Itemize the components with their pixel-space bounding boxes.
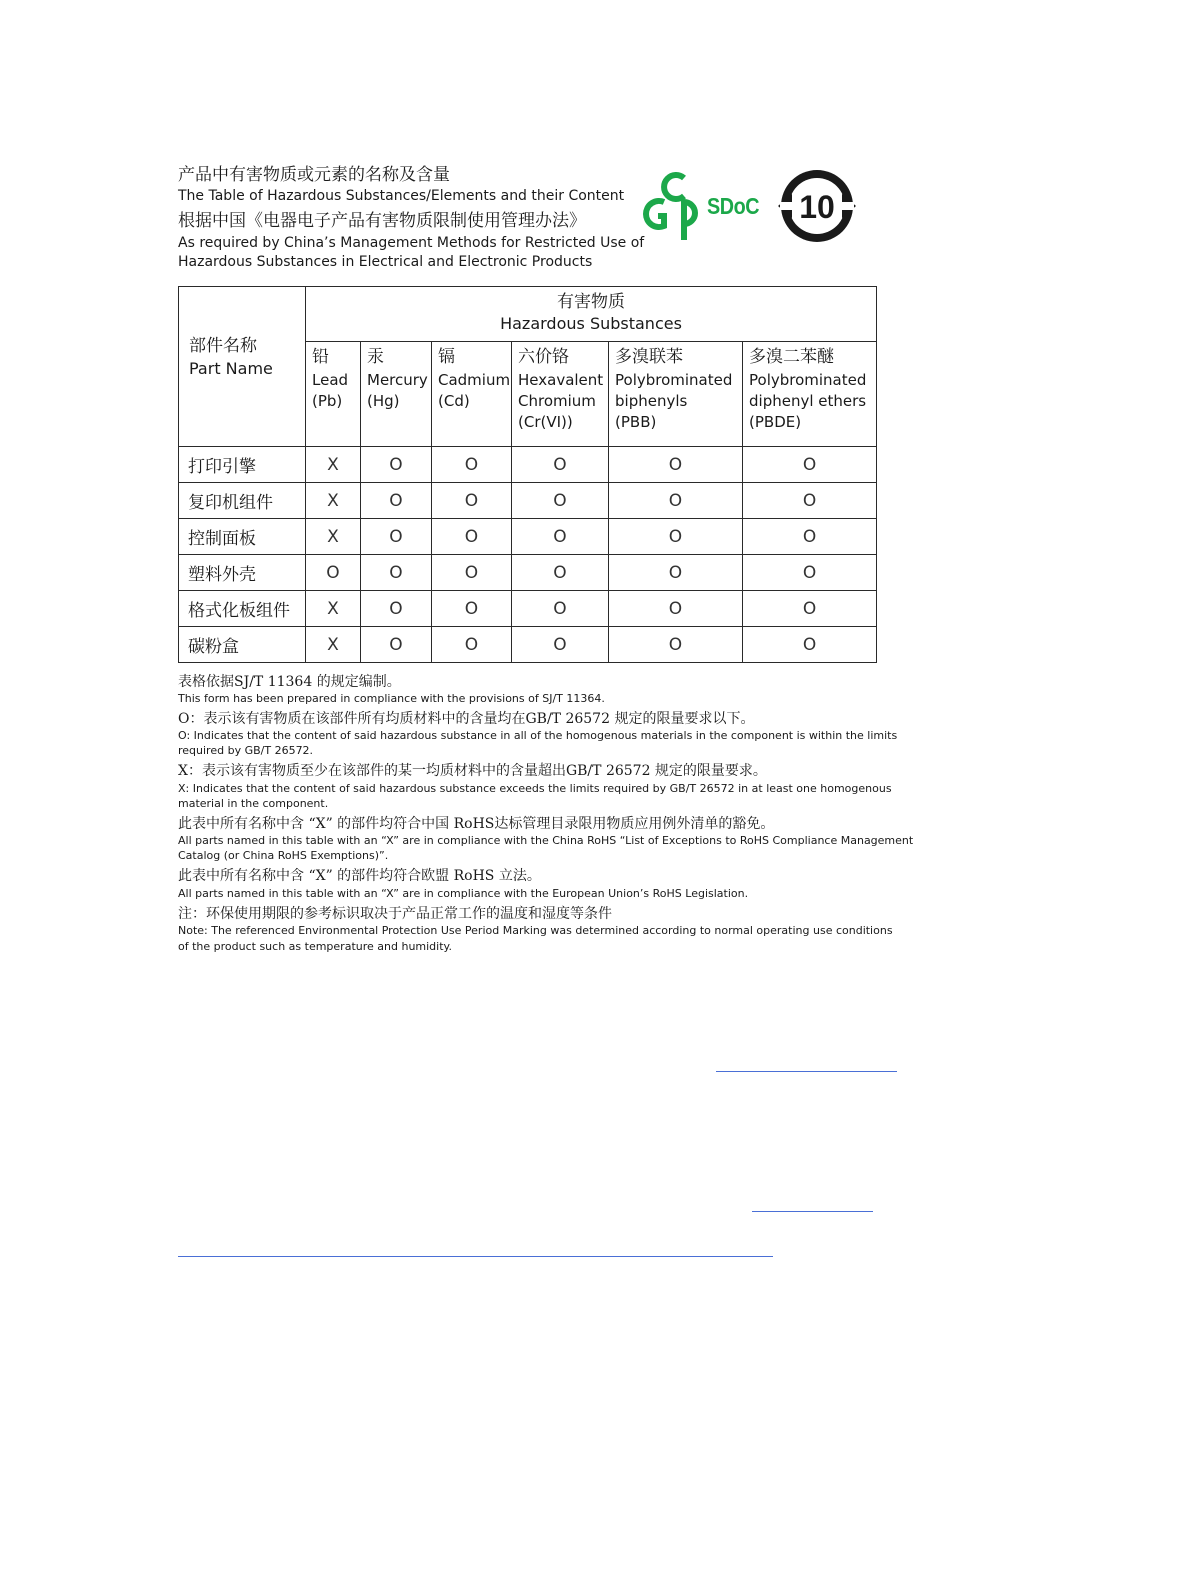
sdoc-logo: SDoC [707, 193, 760, 219]
row-mark: O [361, 519, 432, 555]
note3-en-line1: X: Indicates that the content of said hazardous substance exceeds the limits required by GB/T 26572 in at least one homogenous [178, 782, 892, 795]
title-en: The Table of Hazardous Substances/Elements and their Content [178, 188, 625, 204]
row-mark: O [432, 519, 512, 555]
note5-en: All parts named in this table with an “X” are in compliance with the European Union’s RoHS Legislation. [178, 887, 749, 900]
row-mark: X [306, 627, 361, 663]
row-mark: O [609, 519, 743, 555]
note1-cn: 表格依据SJ/T 11364 的规定编制。 [178, 674, 401, 690]
row-mark: O [609, 627, 743, 663]
row-mark: O [432, 447, 512, 483]
row-mark: O [432, 555, 512, 591]
row-mark: O [609, 483, 743, 519]
row-mark: O [609, 447, 743, 483]
row-part-name: 打印引擎 [179, 447, 306, 483]
row-mark: O [512, 627, 609, 663]
note6-cn: 注：环保使用期限的参考标识取决于产品正常工作的温度和湿度等条件 [178, 906, 612, 922]
requirement-en-line1: As required by China’s Management Methods for Restricted Use of [178, 235, 645, 251]
row-mark: O [512, 591, 609, 627]
row-mark: O [512, 519, 609, 555]
hazardous-substances-table [178, 286, 877, 663]
column-header-pbde: 多溴二苯醚 Polybrominated diphenyl ethers (PBDE) [743, 342, 877, 447]
note1-en: This form has been prepared in compliance with the provisions of SJ/T 11364. [178, 692, 605, 705]
row-mark: O [743, 555, 877, 591]
row-part-name: 格式化板组件 [179, 591, 306, 627]
row-mark: O [609, 591, 743, 627]
note4-en-line2: Catalog (or China RoHS Exemptions)”. [178, 849, 389, 862]
note3-en-line2: material in the component. [178, 797, 329, 810]
table-row [179, 555, 877, 591]
note2-cn: O：表示该有害物质在该部件所有均质材料中的含量均在GB/T 26572 规定的限量要求以下。 [178, 711, 755, 727]
row-mark: O [743, 447, 877, 483]
table-row [179, 483, 877, 519]
row-mark: X [306, 447, 361, 483]
table-row [179, 591, 877, 627]
row-mark: X [306, 483, 361, 519]
column-header-lead: 铅 Lead (Pb) [306, 342, 361, 447]
row-part-name: 碳粉盒 [179, 627, 306, 663]
hazard-header-cn: 有害物质 [557, 292, 625, 312]
part-name-cn: 部件名称 [189, 336, 257, 356]
column-header-mercury: 汞 Mercury (Hg) [361, 342, 432, 447]
column-header-hexavalent-chromium: 六价铬 Hexavalent Chromium (Cr(VI)) [512, 342, 609, 447]
requirement-en-line2: Hazardous Substances in Electrical and Electronic Products [178, 254, 593, 270]
column-header-pbb: 多溴联苯 Polybrominated biphenyls (PBB) [609, 342, 743, 447]
note4-cn: 此表中所有名称中含 “X” 的部件均符合中国 RoHS达标管理目录限用物质应用例外清单的豁免。 [178, 816, 775, 832]
note3-cn: X：表示该有害物质至少在该部件的某一均质材料中的含量超出GB/T 26572 规定的限量要求。 [178, 763, 767, 779]
row-mark: O [306, 555, 361, 591]
row-mark: O [609, 555, 743, 591]
row-mark: O [512, 447, 609, 483]
row-mark: O [512, 483, 609, 519]
row-mark: O [432, 627, 512, 663]
row-mark: O [743, 591, 877, 627]
row-mark: O [743, 483, 877, 519]
row-mark: X [306, 591, 361, 627]
table-row [179, 447, 877, 483]
row-mark: O [361, 447, 432, 483]
hazard-header-en: Hazardous Substances [500, 314, 682, 333]
row-mark: O [432, 483, 512, 519]
row-mark: O [361, 627, 432, 663]
requirement-cn: 根据中国《电器电子产品有害物质限制使用管理办法》 [178, 211, 586, 231]
part-name-en: Part Name [189, 359, 273, 378]
row-mark: O [361, 591, 432, 627]
part-name-header [179, 287, 306, 447]
cgp-logo-icon [640, 164, 716, 244]
row-part-name: 复印机组件 [179, 483, 306, 519]
hazardous-substances-header [306, 287, 877, 342]
note4-en-line1: All parts named in this table with an “X” are in compliance with the China RoHS “List of Exceptions to RoHS Compliance Management [178, 834, 914, 847]
title-cn: 产品中有害物质或元素的名称及含量 [178, 165, 450, 185]
note2-en-line1: O: Indicates that the content of said hazardous substance in all of the homogenous materials in the component is within the limits [178, 729, 898, 742]
note6-en-line1: Note: The referenced Environmental Protection Use Period Marking was determined according to normal operating use conditions [178, 924, 893, 937]
link-underline[interactable] [716, 1071, 897, 1072]
row-mark: O [432, 591, 512, 627]
epup-10-logo-icon [772, 164, 862, 248]
epup-number: 10 [799, 189, 835, 225]
row-part-name: 控制面板 [179, 519, 306, 555]
row-mark: O [743, 627, 877, 663]
link-underline[interactable] [178, 1256, 773, 1257]
table-row [179, 627, 877, 663]
note2-en-line2: required by GB/T 26572. [178, 744, 314, 757]
table-row [179, 519, 877, 555]
row-part-name: 塑料外壳 [179, 555, 306, 591]
row-mark: X [306, 519, 361, 555]
link-underline[interactable] [752, 1211, 873, 1212]
note5-cn: 此表中所有名称中含 “X” 的部件均符合欧盟 RoHS 立法。 [178, 868, 541, 884]
column-header-cadmium: 镉 Cadmium (Cd) [432, 342, 512, 447]
note6-en-line2: of the product such as temperature and humidity. [178, 940, 452, 953]
row-mark: O [361, 483, 432, 519]
row-mark: O [512, 555, 609, 591]
row-mark: O [361, 555, 432, 591]
row-mark: O [743, 519, 877, 555]
